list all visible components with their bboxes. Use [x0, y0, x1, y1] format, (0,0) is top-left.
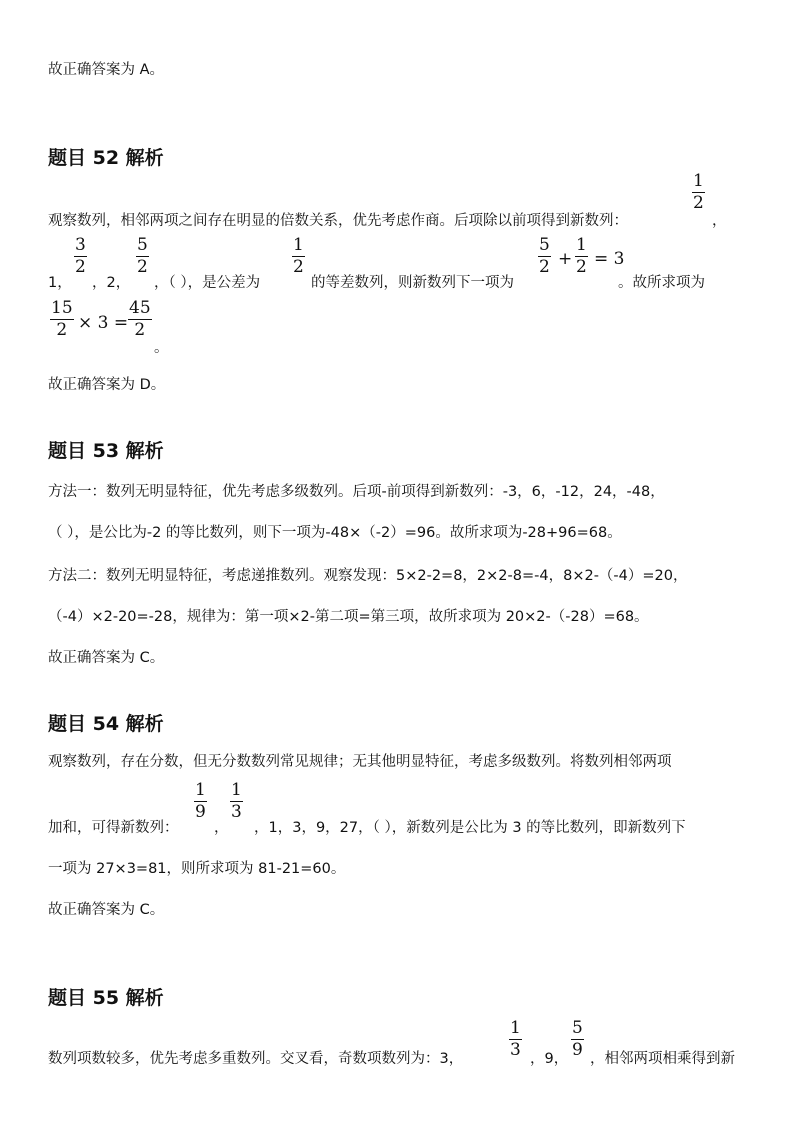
q53-title: 题目 53 解析 — [48, 440, 164, 462]
q54-title: 题目 54 解析 — [48, 713, 164, 735]
q54-frac-1-3: 1 3 — [231, 780, 242, 822]
q52-row2-c: ，（ ），是公差为 — [154, 275, 261, 291]
q55-line-1-c: ，相邻两项相乘得到新 — [590, 1051, 735, 1067]
q54-line-2-a: 加和，可得新数列： — [48, 820, 179, 836]
q55-line-1-a: 数列项数较多，优先考虑多重数列。交叉看，奇数项数列为：3， — [48, 1051, 464, 1067]
q52-row2-d: 的等差数列，则新数列下一项为 — [311, 275, 514, 291]
q54-line-1: 观察数列，存在分数，但无分数数列常见规律；无其他明显特征，考虑多级数列。将数列相邻两项 — [48, 754, 672, 770]
q54-line-3: 一项为 27×3=81，则所求项为 81-21=60。 — [48, 861, 346, 877]
q54-line-2-c: ，1，3，9，27，（ ），新数列是公比为 3 的等比数列，即新数列下 — [254, 820, 686, 836]
q52-expr1-plus: + — [558, 249, 573, 269]
q55-frac-1-3: 1 3 — [510, 1018, 521, 1060]
q52-expr2-frac-a: 15 2 — [51, 298, 73, 340]
q52-expr2-mid: × 3 = — [78, 313, 129, 333]
q53-line-3: 方法二：数列无明显特征，考虑递推数列。观察发现：5×2-2=8，2×2-8=-4，8×2-（-4）=20， — [48, 568, 688, 584]
q54-conclusion: 故正确答案为 C。 — [48, 902, 165, 918]
q54-frac-1-9: 1 9 — [195, 780, 206, 822]
q52-frac-half-b: 1 2 — [293, 235, 304, 277]
q52-comma: ， — [712, 213, 727, 229]
q52-frac-5-2: 5 2 — [137, 235, 148, 277]
q52-expr2-frac-b: 45 2 — [129, 298, 151, 340]
q52-expr1-eq: = 3 — [594, 249, 625, 269]
q53-line-4: （-4）×2-20=-28，规律为：第一项×2-第二项=第三项，故所求项为 20×2-（-28）=68。 — [48, 609, 649, 625]
intro-conclusion: 故正确答案为 A。 — [48, 62, 165, 78]
q55-line-1-b: ，9， — [530, 1051, 569, 1067]
q52-title: 题目 52 解析 — [48, 147, 164, 169]
q52-row2-b: ，2， — [92, 275, 131, 291]
q53-line-2: （ ），是公比为-2 的等比数列，则下一项为-48×（-2）=96。故所求项为-28+96=68。 — [48, 525, 622, 541]
q52-frac-3-2: 3 2 — [75, 235, 86, 277]
q52-row2-a: 1， — [48, 275, 72, 291]
q52-paragraph-1: 观察数列，相邻两项之间存在明显的倍数关系，优先考虑作商。后项除以前项得到新数列： — [48, 213, 628, 229]
q53-line-1: 方法一：数列无明显特征，优先考虑多级数列。后项-前项得到新数列：-3，6，-12，24，-48， — [48, 484, 665, 500]
q55-frac-5-9: 5 9 — [572, 1018, 583, 1060]
q52-frac-half-a: 1 2 — [693, 171, 704, 213]
q53-conclusion: 故正确答案为 C。 — [48, 650, 165, 666]
q55-title: 题目 55 解析 — [48, 987, 164, 1009]
q52-expr1-frac-a: 5 2 — [539, 235, 550, 277]
q52-conclusion: 故正确答案为 D。 — [48, 377, 166, 393]
q52-expr1-frac-b: 1 2 — [576, 235, 587, 277]
q54-line-2-b: ， — [214, 820, 229, 836]
q52-row2-e: 。故所求项为 — [618, 275, 705, 291]
q52-row3-end: 。 — [154, 340, 169, 356]
